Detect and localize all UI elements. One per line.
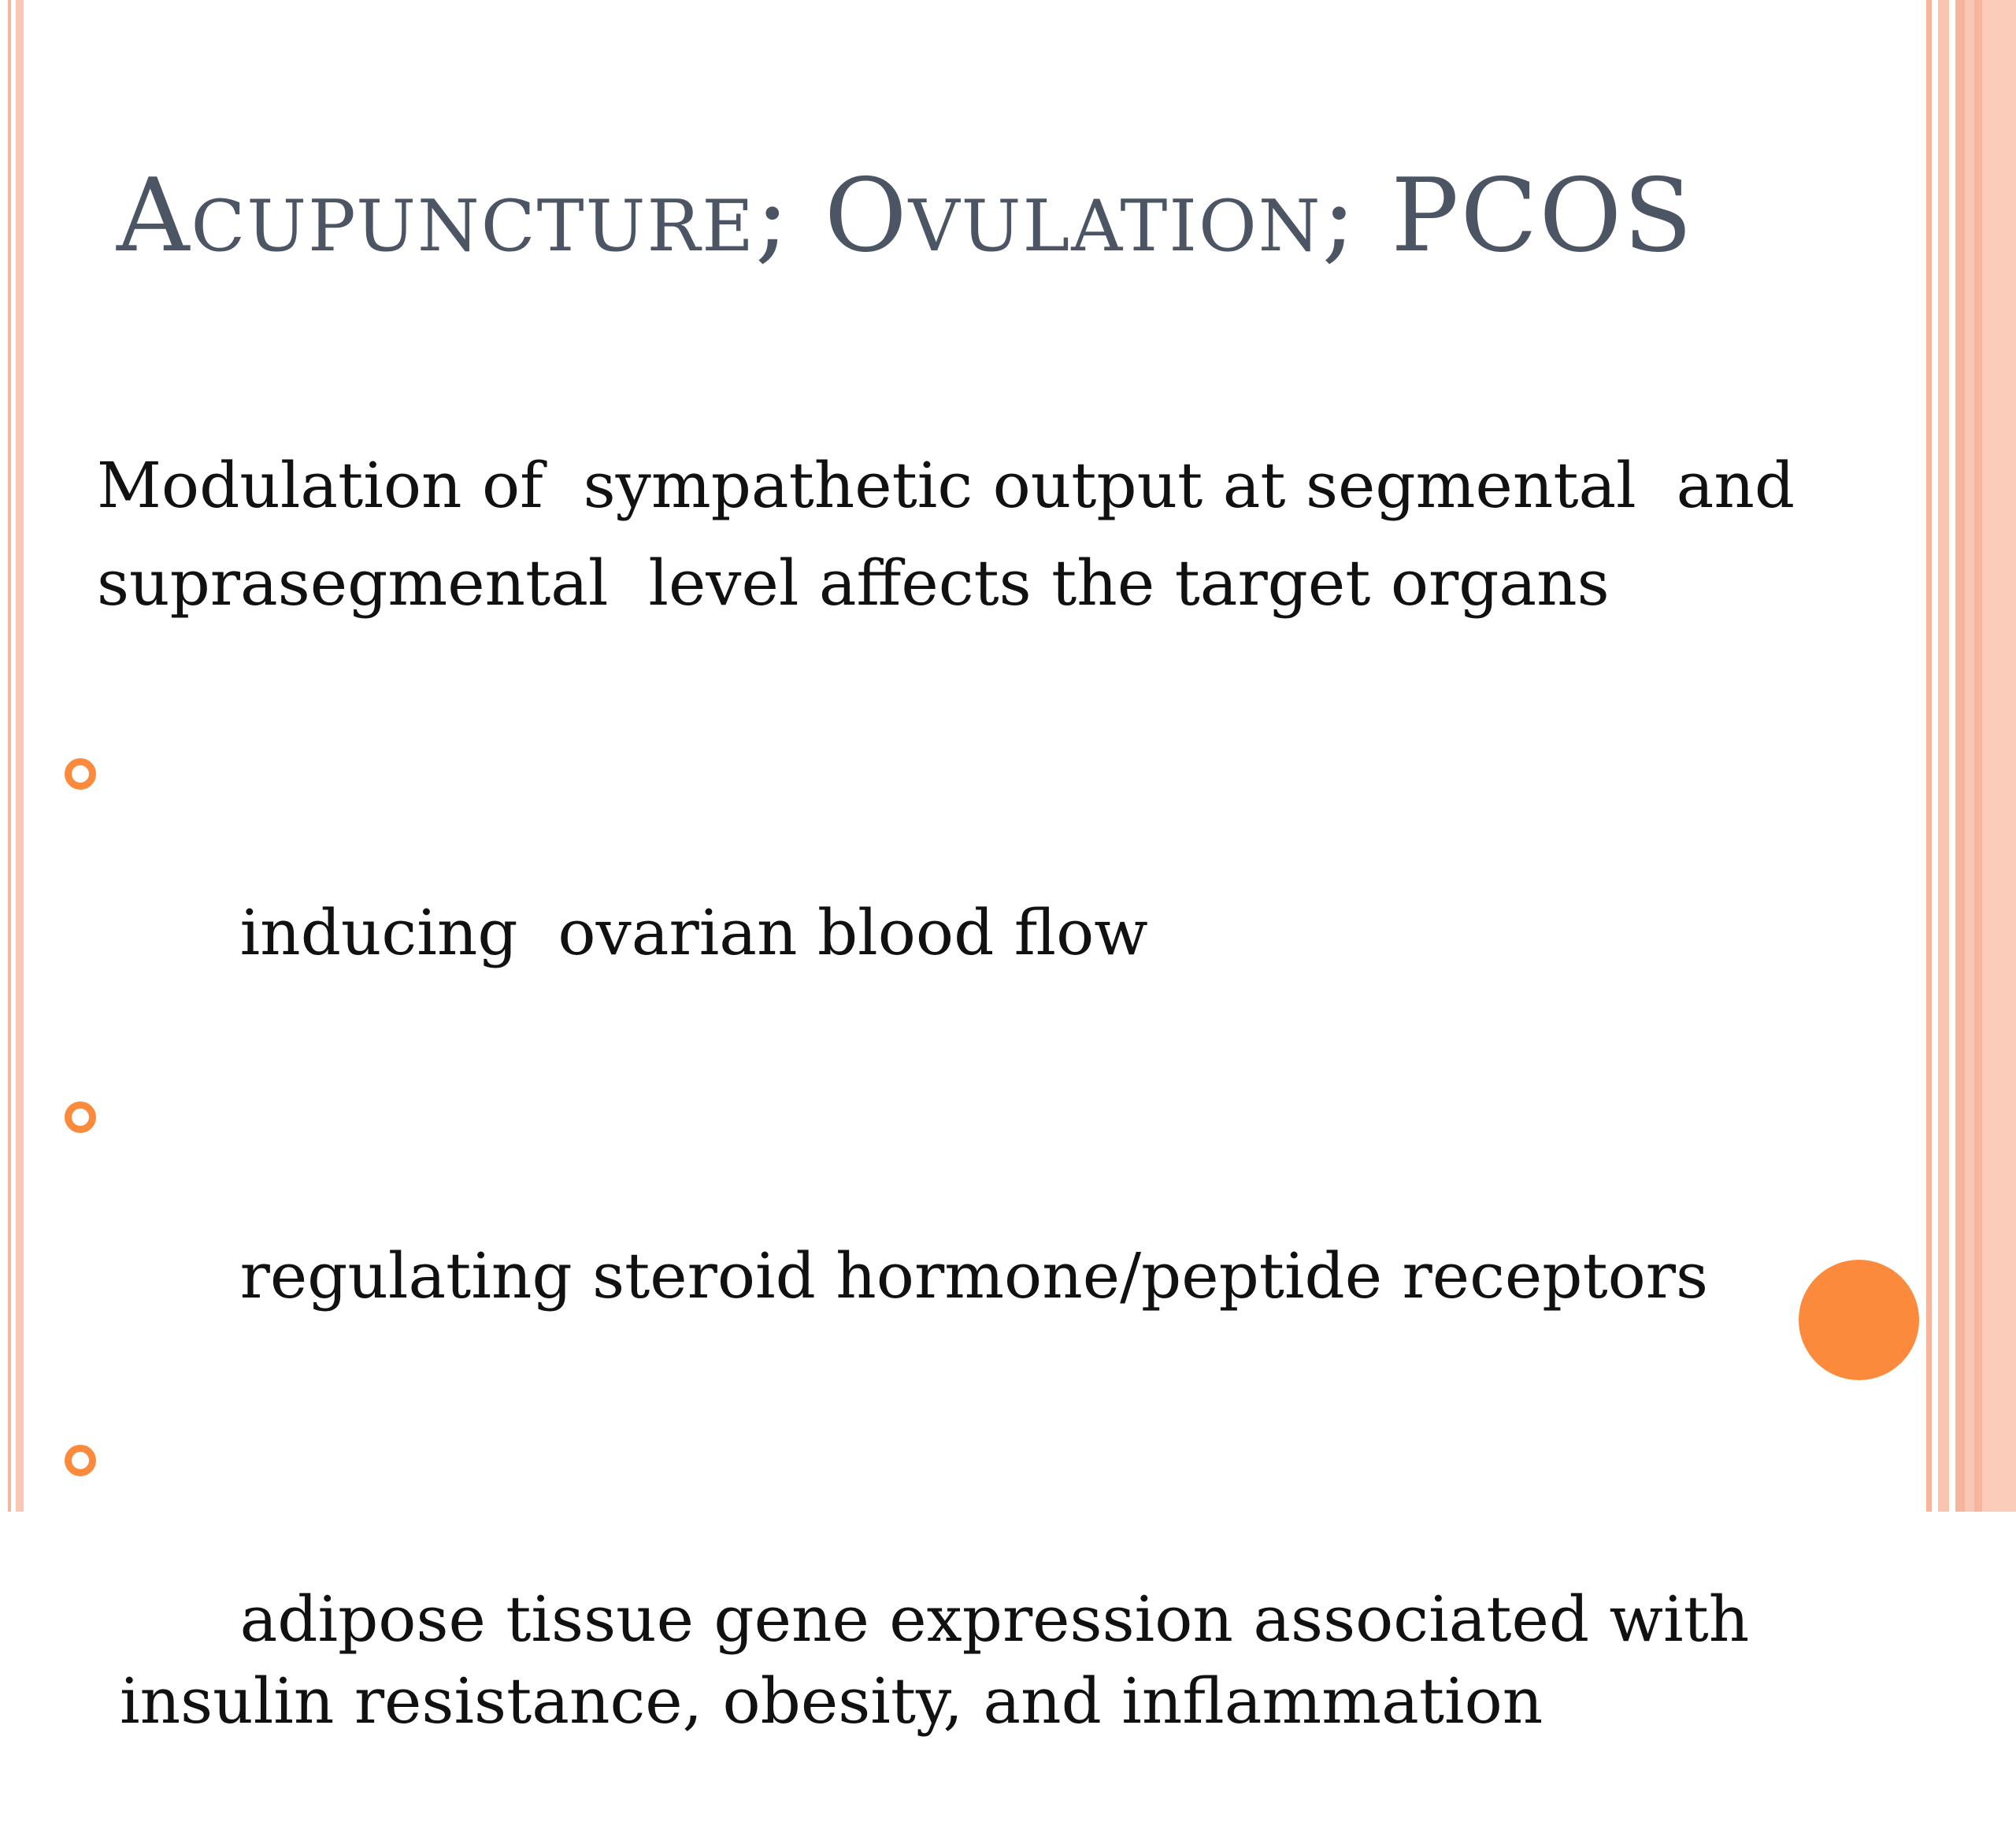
right-border-stripe <box>1974 0 1982 1512</box>
hollow-circle-bullet-icon <box>65 1445 96 1476</box>
slide-title: Acupuncture; Ovulation; PCOS <box>117 157 1694 275</box>
right-border-stripe <box>1955 0 1965 1512</box>
bullet-text: adipose tissue gene expression associated with insulin resistance, obesity, and inflammation <box>120 1583 1770 1738</box>
list-item <box>55 1072 1866 1399</box>
intro-paragraph: Modulation of sympathetic output at segmental and suprasegmental level affects the target organs <box>97 449 1815 620</box>
left-border-stripe <box>16 0 24 1512</box>
right-border-stripe <box>1926 0 1932 1512</box>
right-border-gap <box>1949 0 1955 1512</box>
left-border-stripe <box>8 0 11 1512</box>
hollow-circle-bullet-icon <box>65 758 96 790</box>
bullet-text: regulating steroid hormone/peptide receptors <box>239 1239 1709 1312</box>
right-border-stripe <box>1982 0 2016 1512</box>
right-border-stripe <box>1938 0 1949 1512</box>
bullet-list <box>55 728 1866 1840</box>
bullet-text: inducing ovarian blood flow <box>239 896 1148 969</box>
decorative-circle-icon <box>1799 1260 1919 1380</box>
list-item <box>55 1415 1866 1824</box>
right-border-stripe <box>1965 0 1974 1512</box>
list-item <box>55 728 1866 1056</box>
hollow-circle-bullet-icon <box>65 1101 96 1133</box>
